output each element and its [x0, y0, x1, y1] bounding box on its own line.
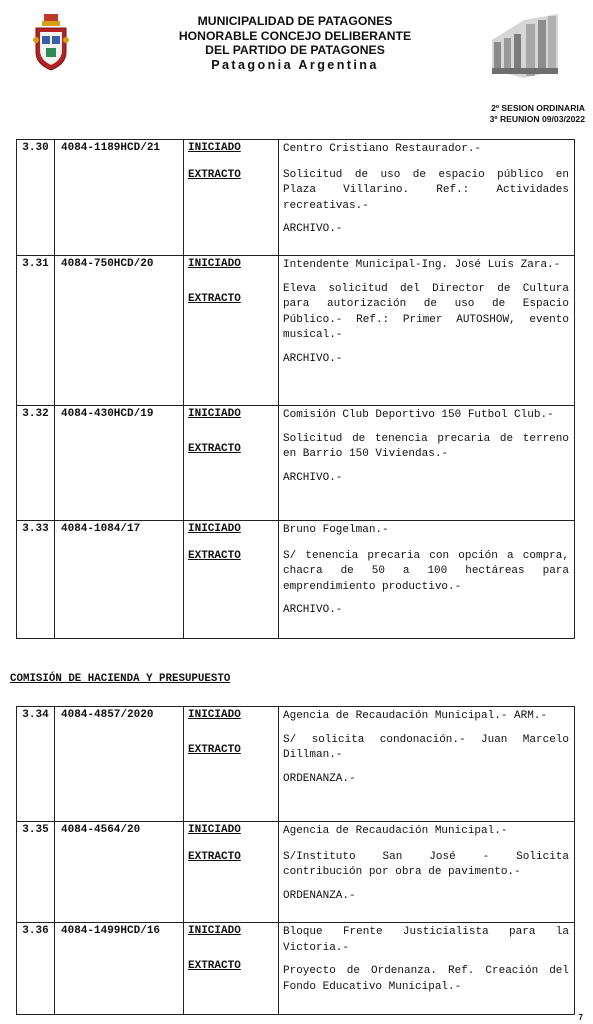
- items-table-2: [16, 706, 575, 1015]
- header-line-1: MUNICIPALIDAD DE PATAGONES: [197, 14, 393, 28]
- council-building-logo: [484, 10, 566, 84]
- destino-text: ARCHIVO.-: [283, 352, 343, 365]
- institution-header: [150, 14, 440, 72]
- item-number: 3.32: [17, 406, 55, 521]
- extracto-text: S/Instituto San José - Solicita contribución por obra de pavimento.-: [283, 850, 569, 878]
- extracto-text: S/ tenencia precaria con opción a compra, chacra de 50 a 100 hectáreas para emprendimiento productivo.-: [283, 549, 569, 593]
- table-row: [17, 923, 575, 1015]
- extracto-label: EXTRACTO: [188, 293, 241, 305]
- item-number: 3.33: [17, 521, 55, 639]
- item-number: 3.36: [17, 923, 55, 1015]
- item-number: 3.35: [17, 822, 55, 923]
- iniciado-text: Agencia de Recaudación Municipal.- ARM.-: [283, 710, 548, 722]
- table-row: [17, 521, 575, 639]
- extracto-text: Solicitud de uso de espacio público en Plaza Villarino. Ref.: Actividades recreativas.-: [283, 168, 569, 212]
- iniciado-text: Intendente Municipal-Ing. José Luis Zara.-: [283, 259, 561, 271]
- items-table-1: [16, 139, 575, 639]
- item-number: 3.34: [17, 707, 55, 822]
- iniciado-text: Bruno Fogelman.-: [283, 524, 389, 536]
- session-line-1: 2º SESION ORDINARIA: [491, 103, 585, 113]
- session-line-2: 3º REUNION 09/03/2022: [489, 114, 585, 124]
- iniciado-label: INICIADO: [188, 523, 241, 535]
- session-info: [490, 103, 585, 125]
- extracto-text: Solicitud de tenencia precaria de terreno en Barrio 150 Viviendas.-: [283, 432, 569, 460]
- destino-text: ARCHIVO.-: [283, 471, 343, 484]
- iniciado-text: Agencia de Recaudación Municipal.-: [283, 825, 508, 837]
- header-line-4: Patagonia Argentina: [211, 57, 379, 72]
- expediente-number: 4084-1499HCD/16: [55, 923, 184, 1015]
- expediente-number: 4084-1189HCD/21: [55, 140, 184, 256]
- extracto-text: S/ solicita condonación.- Juan Marcelo Dillman.-: [283, 733, 569, 761]
- destino-text: ARCHIVO.-: [283, 604, 343, 616]
- iniciado-label: INICIADO: [188, 709, 241, 721]
- header-line-2: HONORABLE CONCEJO DELIBERANTE: [178, 28, 412, 43]
- table-row: [17, 256, 575, 406]
- section-title: COMISIÓN DE HACIENDA Y PRESUPUESTO: [10, 673, 231, 685]
- item-number: 3.31: [17, 256, 55, 406]
- iniciado-label: INICIADO: [188, 142, 241, 154]
- expediente-number: 4084-4564/20: [55, 822, 184, 923]
- iniciado-label: INICIADO: [188, 408, 241, 420]
- item-number: 3.30: [17, 140, 55, 256]
- iniciado-text: Comisión Club Deportivo 150 Futbol Club.-: [283, 409, 554, 421]
- expediente-number: 4084-430HCD/19: [55, 406, 184, 521]
- table-row: [17, 406, 575, 521]
- extracto-label: EXTRACTO: [188, 851, 241, 863]
- extracto-text: Eleva solicitud del Director de Cultura para autorización de uso de Espacio Público.- Ref.: Primer AUTOSHOW, evento musical.-: [283, 282, 569, 341]
- iniciado-label: INICIADO: [188, 824, 241, 836]
- extracto-label: EXTRACTO: [188, 169, 241, 181]
- expediente-number: 4084-750HCD/20: [55, 256, 184, 406]
- table-row: [17, 140, 575, 256]
- extracto-label: EXTRACTO: [188, 960, 241, 972]
- destino-text: ORDENANZA.-: [283, 889, 356, 902]
- destino-text: ARCHIVO.-: [283, 223, 343, 235]
- iniciado-text: Centro Cristiano Restaurador.-: [283, 143, 482, 155]
- table-row: [17, 707, 575, 822]
- extracto-label: EXTRACTO: [188, 550, 241, 562]
- table-row: [17, 822, 575, 923]
- iniciado-label: INICIADO: [188, 925, 241, 937]
- destino-text: ORDENANZA.-: [283, 772, 356, 785]
- page-number: 7: [578, 1013, 583, 1022]
- municipal-coat-of-arms: [32, 12, 70, 72]
- iniciado-text: Bloque Frente Justicialista para la Victoria.-: [283, 926, 569, 954]
- extracto-label: EXTRACTO: [188, 744, 241, 756]
- iniciado-label: INICIADO: [188, 258, 241, 270]
- expediente-number: 4084-1084/17: [55, 521, 184, 639]
- extracto-label: EXTRACTO: [188, 443, 241, 455]
- extracto-text: Proyecto de Ordenanza. Ref. Creación del Fondo Educativo Municipal.-: [283, 965, 569, 993]
- header-line-3: DEL PARTIDO DE PATAGONES: [205, 43, 385, 57]
- expediente-number: 4084-4857/2020: [55, 707, 184, 822]
